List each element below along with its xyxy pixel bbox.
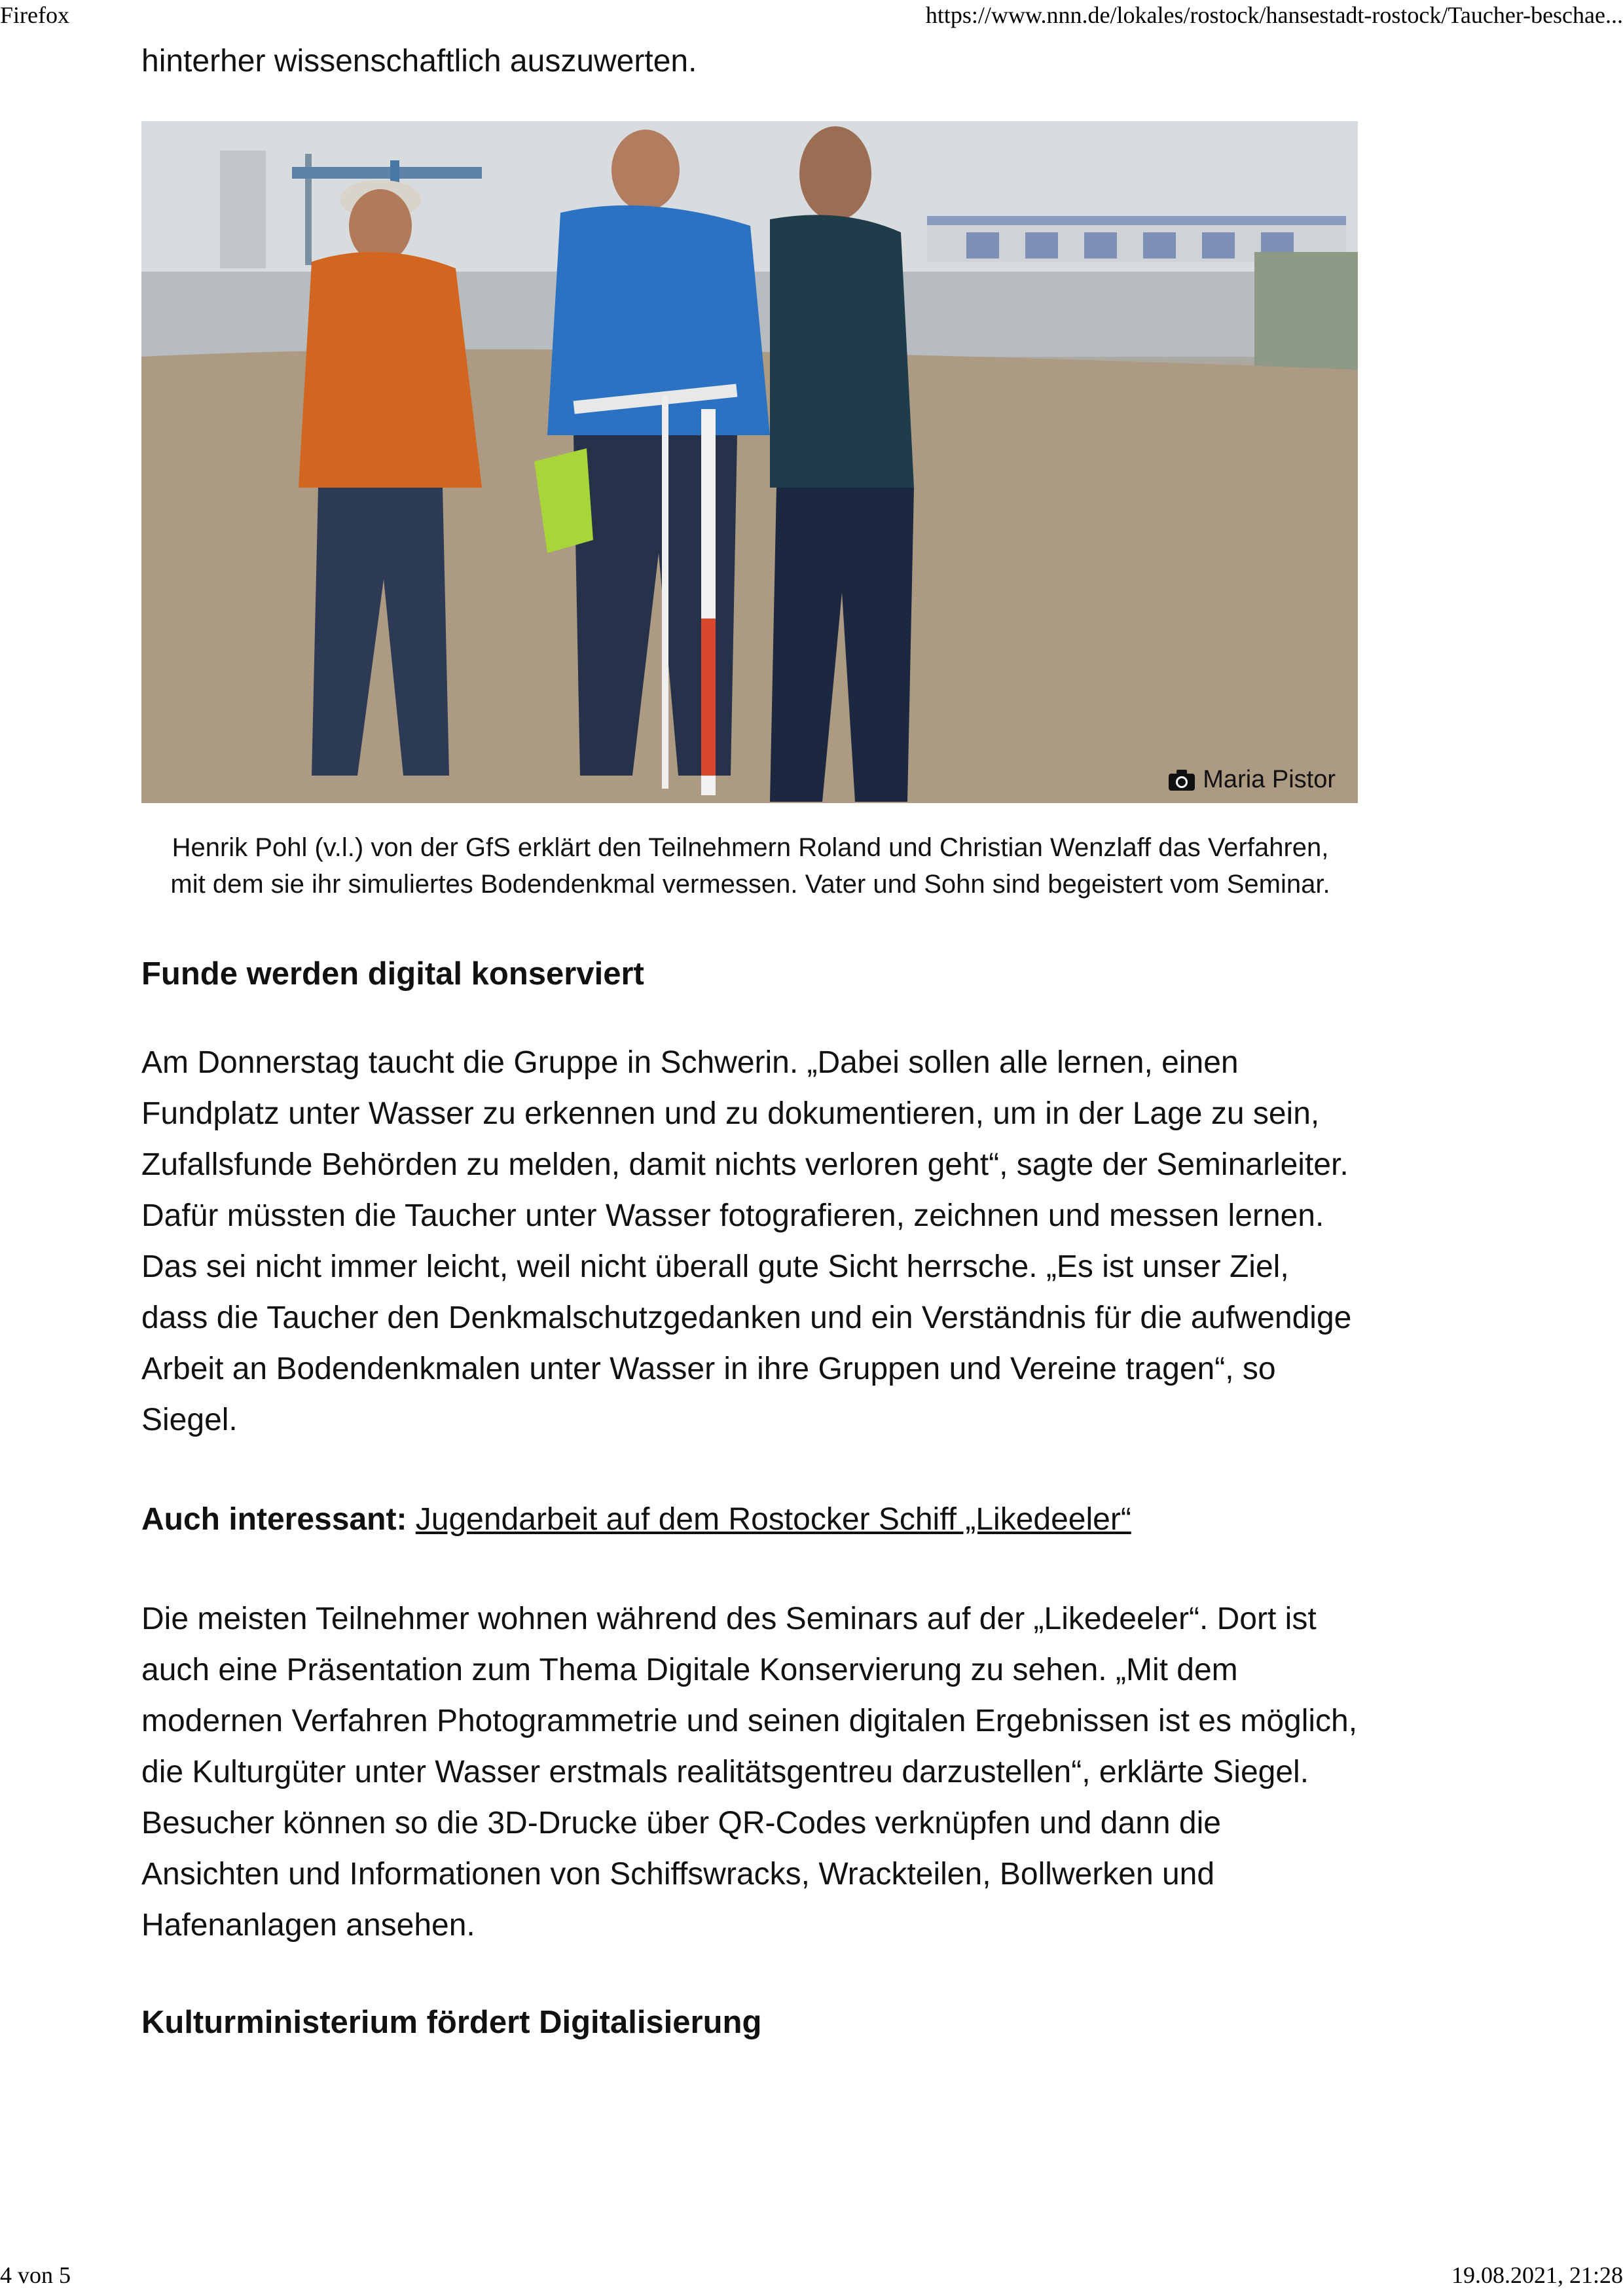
- browser-name: Firefox: [0, 2, 69, 28]
- article-figure: [141, 121, 1359, 903]
- photo-credit-name: Maria Pistor: [1203, 766, 1336, 793]
- print-footer: [0, 2261, 1623, 2294]
- also-interesting-link[interactable]: Jugendarbeit auf dem Rostocker Schiff „Likedeeler“: [415, 1502, 1131, 1537]
- also-interesting-label: Auch interessant:: [141, 1502, 407, 1537]
- article-photo: [141, 121, 1358, 803]
- print-timestamp: 19.08.2021, 21:28: [1451, 2262, 1623, 2288]
- photo-credit: [1167, 766, 1336, 794]
- section-heading-ministry: Kulturministerium fördert Digitalisierung: [141, 2005, 762, 2040]
- page-counter: 4 von 5: [0, 2262, 71, 2288]
- photo-scene: [141, 121, 1358, 803]
- lead-line: hinterher wissenschaftlich auszuwerten.: [141, 44, 697, 79]
- paragraph-likedeeler: Die meisten Teilnehmer wohnen während des Seminars auf der „Likedeeler“. Dort ist auch eine Präsentation zum Thema Digitale Konservierung zu sehen. „Mit dem modernen Verfahren Photogrammetrie und seinen digitalen Ergebnissen ist es möglich, die Kulturgüter unter Wasser erstmals realitätsgentreu darzustellen“, erklärte Siegel. Besucher können so die 3D-Drucke über QR-Codes verknüpfen und dann die Ansichten und Informationen von Schiffswracks, Wrackteilen, Bollwerken und Hafenanlagen ansehen.: [141, 1602, 1358, 1943]
- page-url: https://www.nnn.de/lokales/rostock/hansestadt-rostock/Taucher-beschae...: [925, 2, 1623, 28]
- also-interesting: [141, 1494, 1359, 1545]
- paragraph-schwerin: Am Donnerstag taucht die Gruppe in Schwerin. „Dabei sollen alle lernen, einen Fundplatz unter Wasser zu erkennen und zu dokumentieren, um in der Lage zu sein, Zufallsfunde Behörden zu melden, damit nichts verloren geht“, sagte der Seminarleiter. Dafür müssten die Taucher unter Wasser fotografieren, zeichnen und messen lernen. Das sei nicht immer leicht, weil nicht überall gute Sicht herrsche. „Es ist unser Ziel, dass die Taucher den Denkmalschutzgedanken und ein Verständnis für die aufwendige Arbeit an Bodendenkmalen unter Wasser in ihre Gruppen und Vereine tragen“, so Siegel.: [141, 1045, 1352, 1437]
- camera-icon: [1167, 768, 1196, 792]
- section-heading-digital: Funde werden digital konserviert: [141, 956, 644, 992]
- article-body: [141, 36, 1359, 2045]
- print-header: [0, 1, 1623, 34]
- figure-caption: Henrik Pohl (v.l.) von der GfS erklärt den Teilnehmern Roland und Christian Wenzlaff das Verfahren, mit dem sie ihr simuliertes Bodendenkmal vermessen. Vater und Sohn sind begeistert vom Seminar.: [170, 833, 1330, 899]
